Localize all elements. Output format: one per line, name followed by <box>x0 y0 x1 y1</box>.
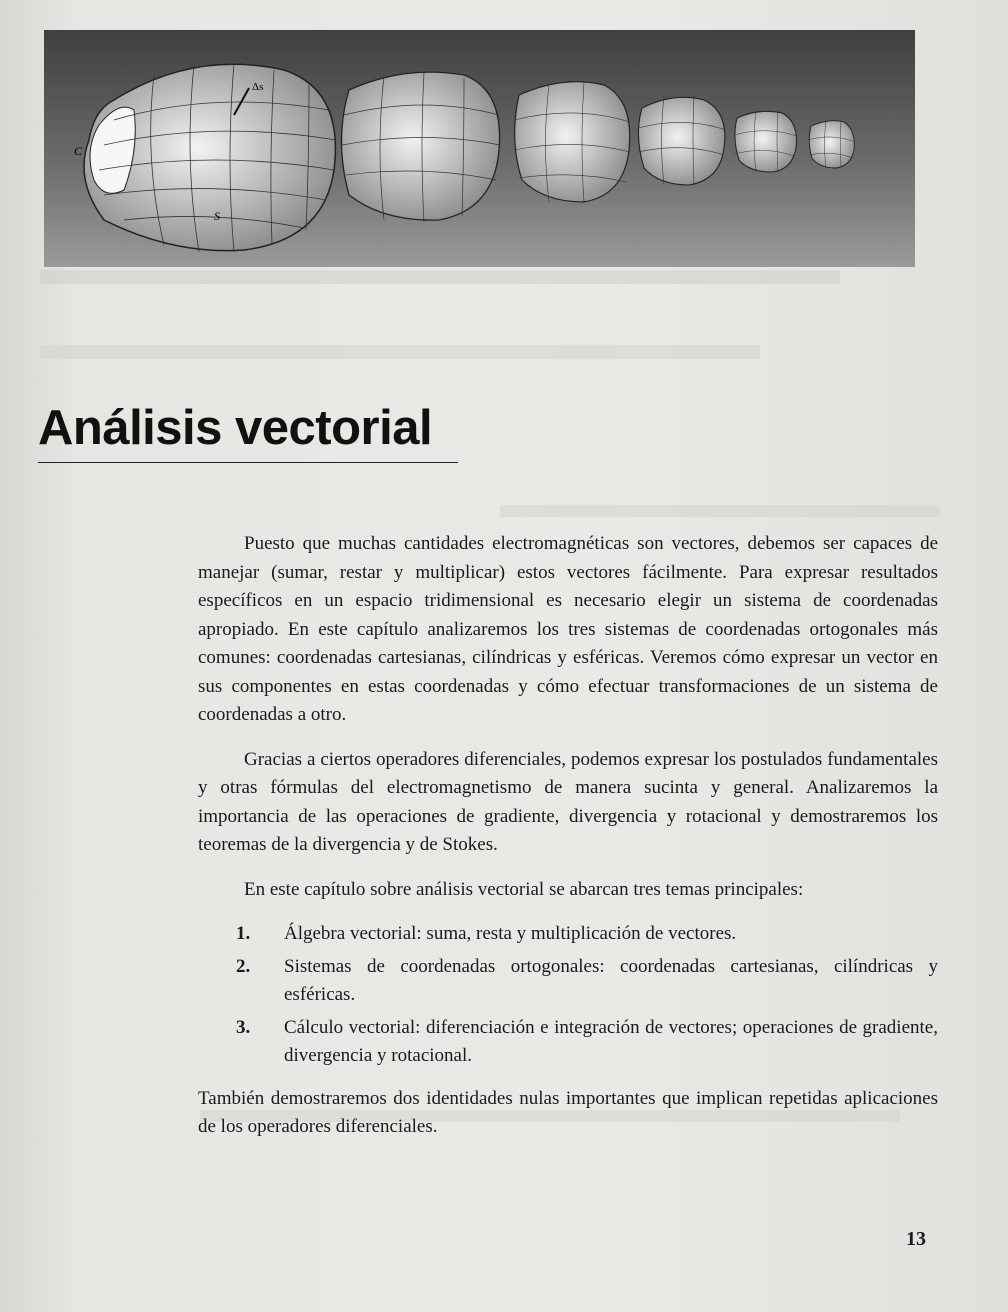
list-item <box>198 1014 938 1071</box>
paragraph: En este capítulo sobre análisis vectorial se abarcan tres temas principales: <box>244 878 804 900</box>
surface-3 <box>514 82 630 202</box>
chapter-intro <box>198 530 938 1158</box>
delta-s-label: Δs <box>252 81 264 93</box>
surface-sequence-illustration <box>44 30 915 267</box>
show-through-band <box>500 505 940 517</box>
paragraph: Puesto que muchas cantidades electromagnéticas son vectores, debemos ser capaces de manejar (sumar, restar y multiplicar) estos vectores fácilmente. Para expresar resultados específicos en un espacio tridimensional es necesario elegir un sistema de coordenadas apropiado. En este capítulo analizaremos los tres sistemas de coordenadas ortogonales más comunes: coordenadas cartesianas, cilíndricas y esféricas. Veremos cómo expresar un vector en sus componentes en estas coordenadas y cómo efectuar transformaciones de un sistema de coordenadas a otro. <box>198 533 938 725</box>
paragraph: Gracias a ciertos operadores diferenciales, podemos expresar los postulados fundamentales y otras fórmulas del electromagnetismo de manera sucinta y general. Analizaremos la importancia de las operaciones de gradiente, divergencia y rotacional y demostraremos los teoremas de la divergencia y de Stokes. <box>198 748 938 855</box>
topics-list <box>198 920 938 1071</box>
chapter-figure <box>44 30 915 267</box>
surface-4 <box>638 96 726 185</box>
surface-1 <box>74 63 336 252</box>
closing-paragraph: También demostraremos dos identidades nulas importantes que implican repetidas aplicaciones de los operadores diferenciales. <box>198 1087 938 1137</box>
list-text: Sistemas de coordenadas ortogonales: coordenadas cartesianas, cilíndricas y esféricas. <box>284 955 938 1005</box>
list-number: 2. <box>236 955 251 977</box>
list-number: 3. <box>236 1016 251 1038</box>
show-through-band <box>40 270 840 284</box>
page-number: 13 <box>906 1228 926 1250</box>
list-number: 1. <box>236 923 251 944</box>
surface-5 <box>734 110 797 172</box>
show-through-band <box>40 345 760 359</box>
list-text: Álgebra vectorial: suma, resta y multiplicación de vectores. <box>284 923 737 944</box>
surface-6 <box>808 120 855 168</box>
list-item <box>198 920 938 949</box>
curve-c-label: C <box>74 144 83 158</box>
chapter-title: Análisis vectorial <box>38 400 458 463</box>
list-text: Cálculo vectorial: diferenciación e integración de vectores; operaciones de gradiente, divergencia y rotacional. <box>284 1016 938 1066</box>
surface-s-label: S <box>214 209 220 223</box>
surface-2 <box>342 72 501 222</box>
list-item <box>198 953 938 1010</box>
